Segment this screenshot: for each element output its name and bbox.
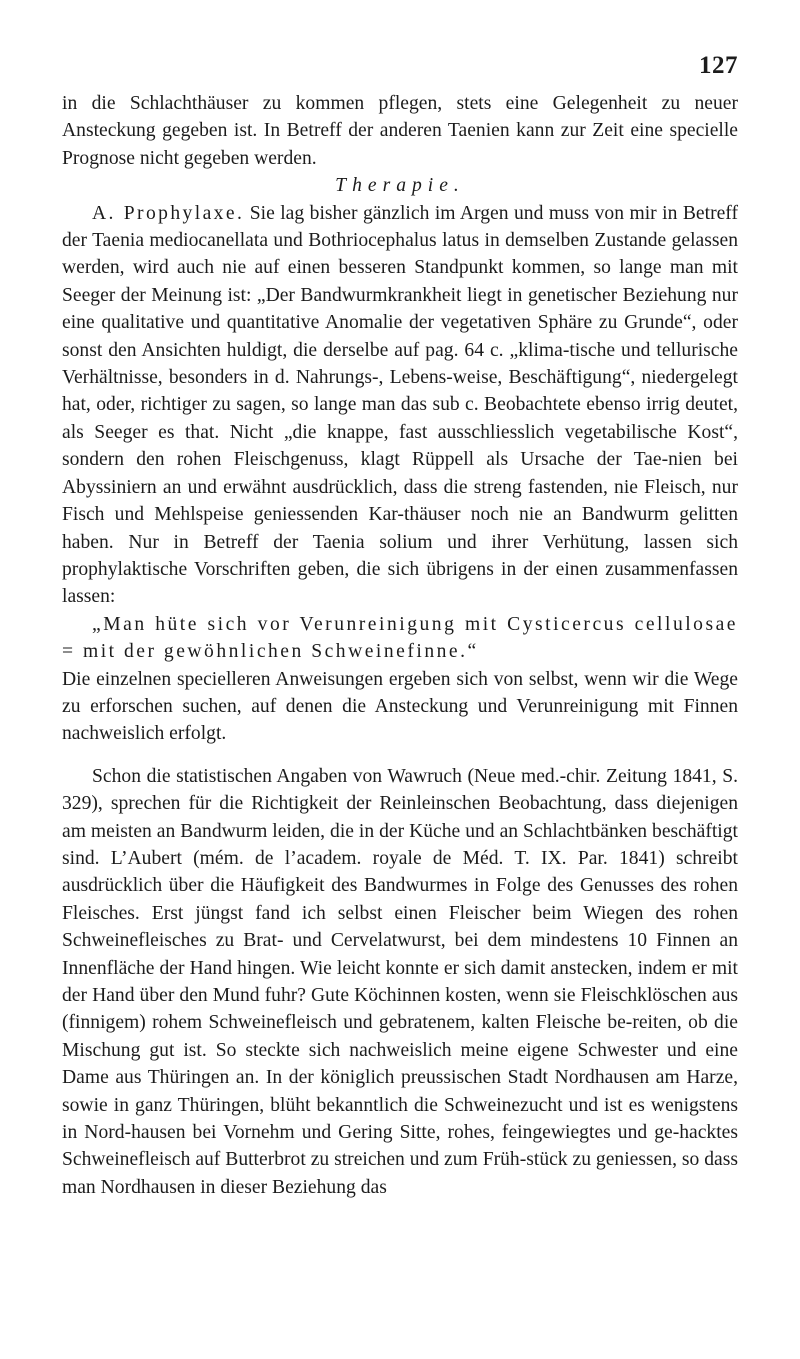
paragraph-gap: [62, 748, 738, 763]
after-quote-paragraph: Die einzelnen specielleren Anweisungen ergeben sich von selbst, wenn wir die Wege zu erforschen suchen, auf denen die Ansteckung und Verunreinigung mit Finnen nachweislich erfolgt.: [62, 668, 738, 745]
page-number: 127: [699, 52, 738, 79]
page-body-text: [62, 90, 738, 1201]
rule-quote: „Man hüte sich vor Verunreinigung mit Cysticercus cellulosae = mit der gewöhnlichen Schweinefinne.“: [62, 613, 738, 663]
statistics-paragraph: Schon die statistischen Angaben von Wawruch (Neue med.-chir. Zeitung 1841, S. 329), sprechen für die Richtigkeit der Reinleinschen Beobachtung, dass diejenigen am meisten an Bandwurm leiden, die in der Küche und an Schlachtbänken beschäftigt sind. L’Aubert (mém. de l’academ. royale de Méd. T. IX. Par. 1841) schreibt ausdrücklich über die Häufigkeit des Bandwurmes in Folge des Genusses des rohen Fleisches. Erst jüngst fand ich selbst einen Fleischer beim Wiegen des rohen Schweinefleisches zu Brat- und Cervelatwurst, bei dem mindestens 10 Finnen an Innenfläche der Hand hingen. Wie leicht konnte er sich damit anstecken, indem er mit der Hand über den Mund fuhr? Gute Köchinnen kosten, wenn sie Fleischklöschen aus (finnigem) rohem Schweinefleisch und gebratenem, kalten Fleische be-reiten, ob die Mischung gut ist. So steckte sich nachweislich meine eigene Schwester und eine Dame aus Thüringen an. In der königlich preussischen Stadt Nordhausen am Harze, sowie in ganz Thüringen, blüht bekanntlich die Schweinezucht und ist es wenigstens in Nord-hausen bei Vornehm und Gering Sitte, rohes, feingewiegtes und ge-hacktes Schweinefleisch auf Butterbrot zu streichen und zum Früh-stück zu geniessen, so dass man Nordhausen in dieser Beziehung das: [62, 765, 738, 1198]
prophylaxe-label: A. Prophylaxe.: [92, 202, 245, 224]
prophylaxe-paragraph: [62, 200, 738, 611]
section-heading-therapie: Therapie.: [335, 175, 465, 197]
opening-paragraph: in die Schlachthäuser zu kommen pflegen, stets eine Gelegenheit zu neuer Ansteckung gegeben ist. In Betreff der anderen Taenien kann zur Zeit eine specielle Prognose nicht gegeben werden.: [62, 93, 738, 169]
prophylaxe-text: Sie lag bisher gänzlich im Argen und muss von mir in Betreff der Taenia mediocanellata und Bothriocephalus latus in demselben Zustande gelassen werden, wird auch nie auf einen besseren Standpunkt kommen, so lange man mit Seeger der Meinung ist: „Der Bandwurmkrankheit liegt in genetischer Beziehung nur eine qualitative und quantitative Anomalie der vegetativen Sphäre zu Grunde“, oder sonst den Ansichten huldigt, die derselbe auf pag. 64 c. „klima-tische und tellurische Verhältnisse, besonders in d. Nahrungs-, Lebens-weise, Beschäftigung“, niedergelegt hat, oder, richtiger zu sagen, so lange man das sub c. Beobachtete ebenso irrig deutet, als Seeger es that. Nicht „die knappe, fast ausschliesslich vegetabilische Kost“, sondern den rohen Fleischgenuss, klagt Rüppell als Ursache der Tae-nien bei Abyssiniern an und erwähnt ausdrücklich, dass die streng fastenden, nie Fleisch, nur Fisch und Mehlspeise geniessenden Kar-thäuser noch nie an Bandwurm gelitten haben. Nur in Betreff der Taenia solium und ihrer Verhütung, lassen sich prophylaktische Vorschriften geben, die sich übrigens in der einen zusammenfassen lassen:: [62, 202, 738, 608]
